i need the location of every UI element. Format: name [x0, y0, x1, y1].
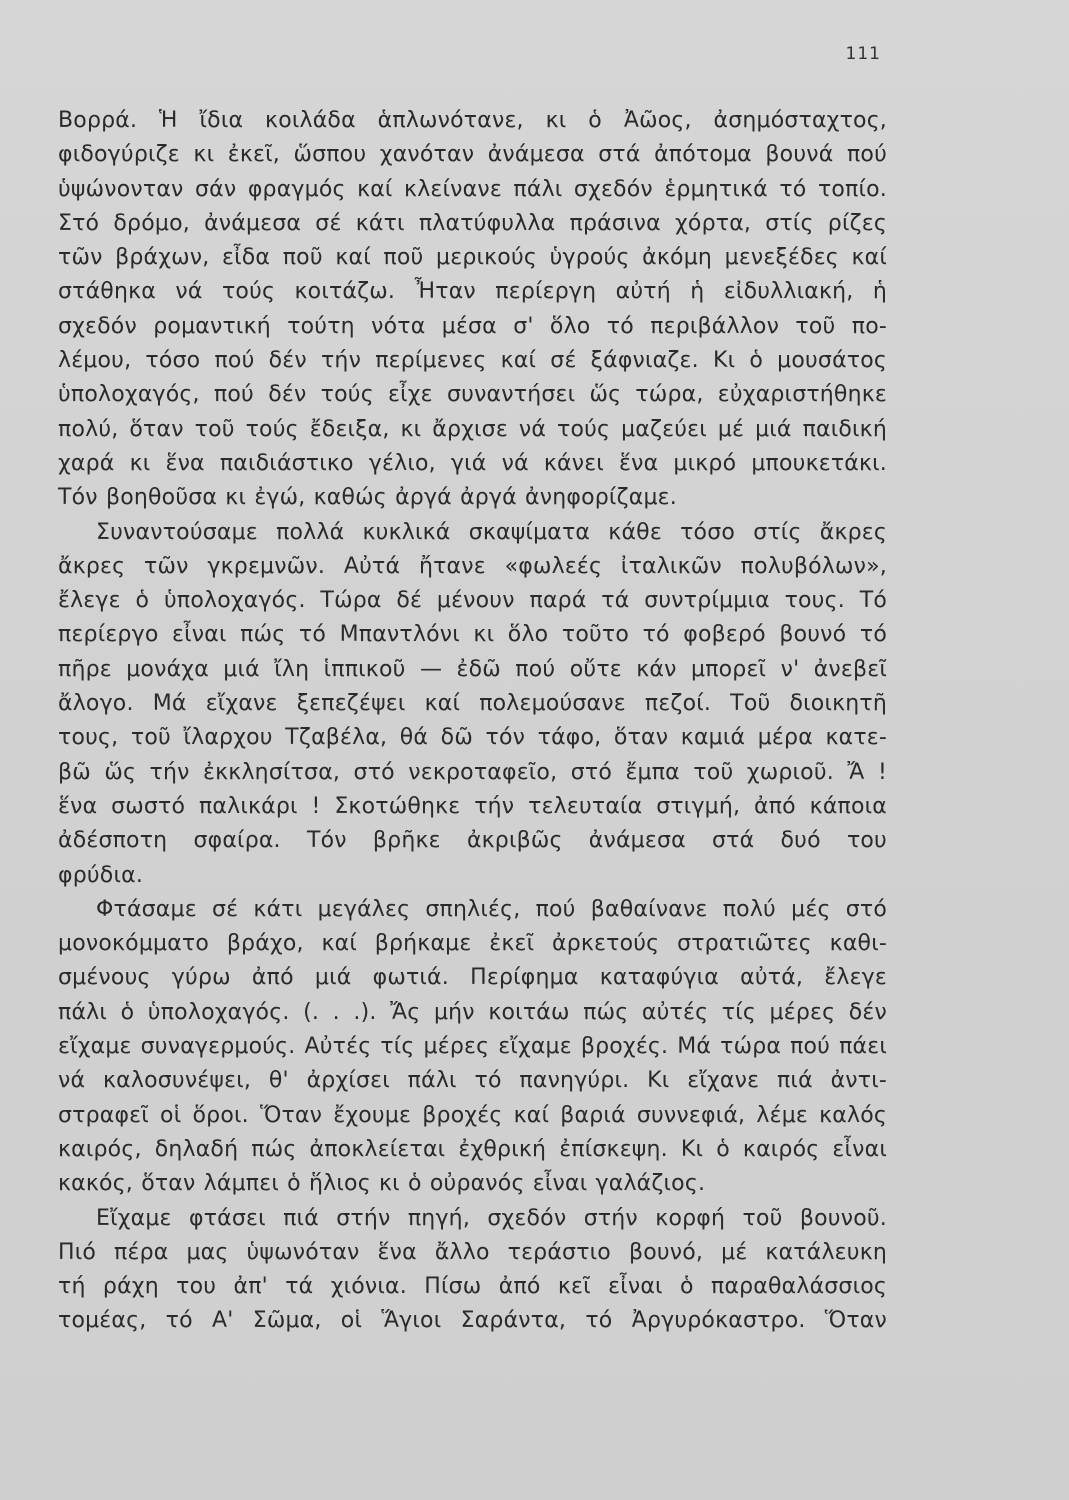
- text-line: νά καλοσυνέψει, θ' ἀρχίσει πάλι τό πανηγύρι. Κι εἴχανε πιά ἀντι-: [58, 1068, 887, 1094]
- text-line: μονοκόμματο βράχο, καί βρήκαμε ἐκεῖ ἀρκετούς στρατιῶτες καθι-: [58, 931, 887, 957]
- text-line: σχεδόν ρομαντική τούτη νότα μέσα σ' ὅλο τό περιβάλλον τοῦ πο-: [58, 313, 887, 339]
- text-line: Στό δρόμο, ἀνάμεσα σέ κάτι πλατύφυλλα πράσινα χόρτα, στίς ρίζες: [58, 210, 887, 236]
- text-line: Φτάσαμε σέ κάτι μεγάλες σπηλιές, πού βαθαίνανε πολύ μές στό: [96, 896, 887, 922]
- text-line: ὑψώνονταν σάν φραγμός καί κλείνανε πάλι σχεδόν ἑρμητικά τό τοπίο.: [58, 176, 887, 202]
- text-line: ἔλεγε ὁ ὑπολοχαγός. Τώρα δέ μένουν παρά τά συντρίμμια τους. Τό: [58, 588, 887, 614]
- text-line: στάθηκα νά τούς κοιτάζω. Ἦταν περίεργη αὐτή ἡ εἰδυλλιακή, ἡ: [58, 279, 887, 305]
- text-line: πολύ, ὅταν τοῦ τούς ἔδειξα, κι ἄρχισε νά τούς μαζεύει μέ μιά παιδική: [58, 416, 887, 442]
- text-line: φιδογύριζε κι ἐκεῖ, ὥσπου χανόταν ἀνάμεσα στά ἀπότομα βουνά πού: [58, 142, 887, 168]
- body-text: [58, 104, 887, 1339]
- text-line: φρύδια.: [58, 862, 144, 888]
- text-line: σμένους γύρω ἀπό μιά φωτιά. Περίφημα καταφύγια αὐτά, ἔλεγε: [58, 965, 887, 991]
- text-line: εἴχαμε συναγερμούς. Αὐτές τίς μέρες εἴχαμε βροχές. Μά τώρα πού πάει: [58, 1034, 887, 1060]
- text-line: καιρός, δηλαδή πώς ἀποκλείεται ἐχθρική ἐπίσκεψη. Κι ὁ καιρός εἶναι: [58, 1136, 887, 1162]
- text-line: Βορρά. Ἡ ἴδια κοιλάδα ἁπλωνότανε, κι ὁ Ἀῶος, ἀσημόσταχτος,: [58, 108, 887, 133]
- text-line: ἄλογο. Μά εἴχανε ξεπεζέψει καί πολεμούσανε πεζοί. Τοῦ διοικητῆ: [58, 691, 887, 717]
- text-line: ὑπολοχαγός, πού δέν τούς εἶχε συναντήσει ὥς τώρα, εὐχαριστήθηκε: [58, 382, 887, 408]
- text-line: πάλι ὁ ὑπολοχαγός. (. . .). Ἄς μήν κοιτάω πώς αὐτές τίς μέρες δέν: [58, 999, 887, 1025]
- text-line: ἀδέσποτη σφαίρα. Τόν βρῆκε ἀκριβῶς ἀνάμεσα στά δυό του: [58, 828, 887, 854]
- text-line: Εἴχαμε φτάσει πιά στήν πηγή, σχεδόν στήν κορφή τοῦ βουνοῦ.: [96, 1205, 887, 1231]
- text-line: στραφεῖ οἱ ὅροι. Ὅταν ἔχουμε βροχές καί βαριά συννεφιά, λέμε καλός: [58, 1102, 887, 1128]
- text-line: Πιό πέρα μας ὑψωνόταν ἕνα ἄλλο τεράστιο βουνό, μέ κατάλευκη: [58, 1239, 887, 1265]
- text-line: ἕνα σωστό παλικάρι ! Σκοτώθηκε τήν τελευταία στιγμή, ἀπό κάποια: [58, 793, 887, 819]
- text-line: κακός, ὅταν λάμπει ὁ ἥλιος κι ὁ οὐρανός εἶναι γαλάζιος.: [58, 1171, 706, 1197]
- text-line: Συναντούσαμε πολλά κυκλικά σκαψίματα κάθε τόσο στίς ἄκρες: [96, 519, 887, 545]
- text-line: λέμου, τόσο πού δέν τήν περίμενες καί σέ ξάφνιαζε. Κι ὁ μουσάτος: [58, 348, 887, 374]
- text-line: βῶ ὥς τήν ἐκκλησίτσα, στό νεκροταφεῖο, στό ἔμπα τοῦ χωριοῦ. Ἄ !: [58, 759, 887, 785]
- text-line: πῆρε μονάχα μιά ἴλη ἱππικοῦ — ἐδῶ πού οὔτε κάν μπορεῖ ν' ἀνεβεῖ: [58, 656, 887, 682]
- text-line: ἄκρες τῶν γκρεμνῶν. Αὐτά ἤτανε «φωλεές ἰταλικῶν πολυβόλων»,: [58, 553, 887, 579]
- text-line: τομέας, τό Α' Σῶμα, οἱ Ἅγιοι Σαράντα, τό Ἀργυρόκαστρο. Ὅταν: [58, 1308, 887, 1334]
- text-line: τῶν βράχων, εἶδα ποῦ καί ποῦ μερικούς ὑγρούς ἀκόμη μενεξέδες καί: [58, 245, 887, 271]
- text-line: τή ράχη του ἀπ' τά χιόνια. Πίσω ἀπό κεῖ εἶναι ὁ παραθαλάσσιος: [58, 1274, 887, 1300]
- text-line: χαρά κι ἕνα παιδιάστικο γέλιο, γιά νά κάνει ἕνα μικρό μπουκετάκι.: [58, 450, 887, 476]
- text-line: Τόν βοηθοῦσα κι ἐγώ, καθώς ἀργά ἀργά ἀνηφορίζαμε.: [58, 485, 677, 511]
- text-line: τους, τοῦ ἴλαρχου Τζαβέλα, θά δῶ τόν τάφο, ὅταν καμιά μέρα κατε-: [58, 725, 887, 751]
- page-number: 111: [845, 44, 881, 64]
- text-line: περίεργο εἶναι πώς τό Μπαντλόνι κι ὅλο τοῦτο τό φοβερό βουνό τό: [58, 622, 887, 648]
